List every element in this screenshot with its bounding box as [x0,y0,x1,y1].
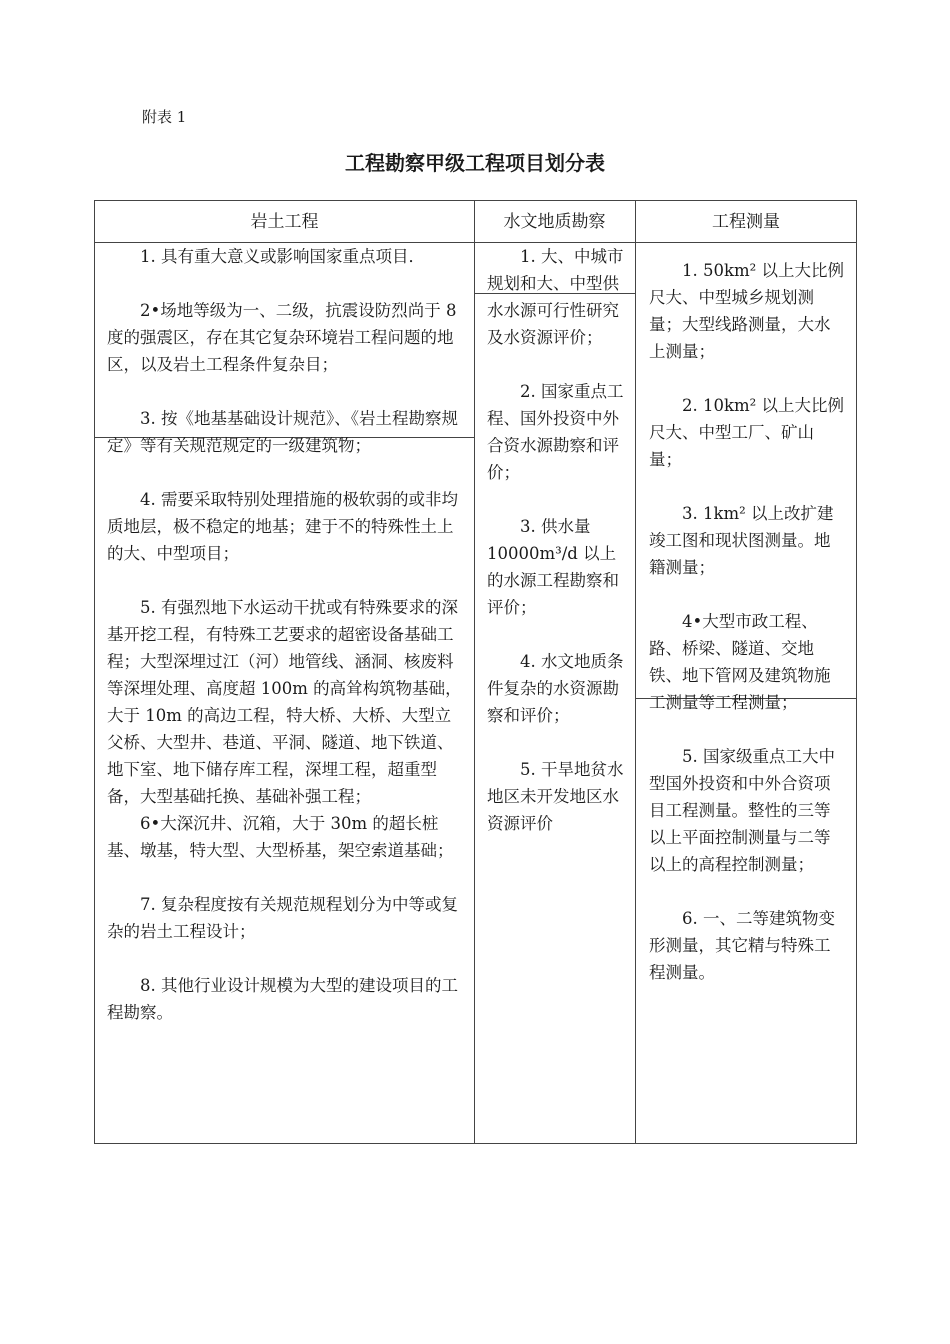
geotech-column [107,243,463,1026]
geotech-item: 2•场地等级为一、二级，抗震设防烈尚于 8 度的强震区，存在其它复杂环境岩工程问题的地区，以及岩土工程条件复杂目； [107,301,457,374]
geotech-item: 8. 其他行业设计规模为大型的建设项目的工程勘察。 [107,976,458,1022]
geotech-item: 3. 按《地基基础设计规范》、《岩土程勘察规定》等有关规范规定的一级建筑物； [107,409,458,455]
geotech-item: 5. 有强烈地下水运动干扰或有特殊要求的深基开挖工程，有特殊工艺要求的超密设备基础工程；大型深埋过江（河）地管线、涵洞、核废料等深埋处理、高度超 100m 的高耸构筑物基础，大于 10m 的高边工程，特大桥、大桥、大型立父桥、大型井、巷道、平洞、隧道、地下铁道、地下室、地下储存库工程，深埋工程，超重型备，大型基础托换、基础补强工程； [107,598,462,806]
page-title: 工程勘察甲级工程项目划分表 [345,151,605,175]
classification-table [94,200,857,1144]
survey-item: 5. 国家级重点工大中型国外投资和中外合资项目工程测量。整性的三等以上平面控制测量与二等以上的高程控制测量； [649,747,835,874]
geotech-item: 6•大深沉井、沉箱，大于 30m 的超长桩基、墩基，特大型、大型桥基，架空索道基础； [107,814,454,860]
survey-item: 1. 50km² 以上大比例尺大、中型城乡规划测量；大型线路测量，大水上测量； [649,261,844,361]
survey-column [649,257,845,986]
geotech-item: 7. 复杂程度按有关规范规程划分为中等或复杂的岩土工程设计； [107,895,458,941]
hydro-column [487,243,629,837]
hydro-item: 4. 水文地质条件复杂的水资源勘察和评价； [487,652,624,725]
survey-item: 3. 1km² 以上改扩建竣工图和现状图测量。地籍测量； [649,504,834,577]
column-divider [474,201,475,1143]
header-survey: 工程测量 [712,212,780,232]
header-geotech: 岩土工程 [250,212,319,232]
header-hydro: 水文地质勘察 [503,212,606,232]
column-divider [635,201,636,1143]
hydro-item: 5. 干旱地贫水地区未开发地区水资源评价 [487,760,624,833]
hydro-item: 3. 供水量 10000m³/d 以上的水源工程勘察和评价； [487,517,619,617]
hydro-item: 2. 国家重点工程、国外投资中外合资水源勘察和评价； [487,382,624,482]
appendix-label: 附表 1 [142,108,187,126]
hydro-item: 1. 大、中城市规划和大、中型供水水源可行性研究及水资源评价； [487,247,624,347]
geotech-item: 1. 具有重大意义或影响国家重点项目． [140,247,425,266]
survey-item: 4•大型市政工程、路、桥梁、隧道、交地铁、地下管网及建筑物施工测量等工程测量； [649,612,831,712]
survey-item: 6. 一、二等建筑物变形测量，其它精与特殊工程测量。 [649,909,835,982]
survey-item: 2. 10km² 以上大比例尺大、中型工厂、矿山量； [649,396,844,469]
geotech-item: 4. 需要采取特别处理措施的极软弱的或非均质地层，极不稳定的地基；建于不的特殊性土上的大、中型项目； [107,490,458,563]
